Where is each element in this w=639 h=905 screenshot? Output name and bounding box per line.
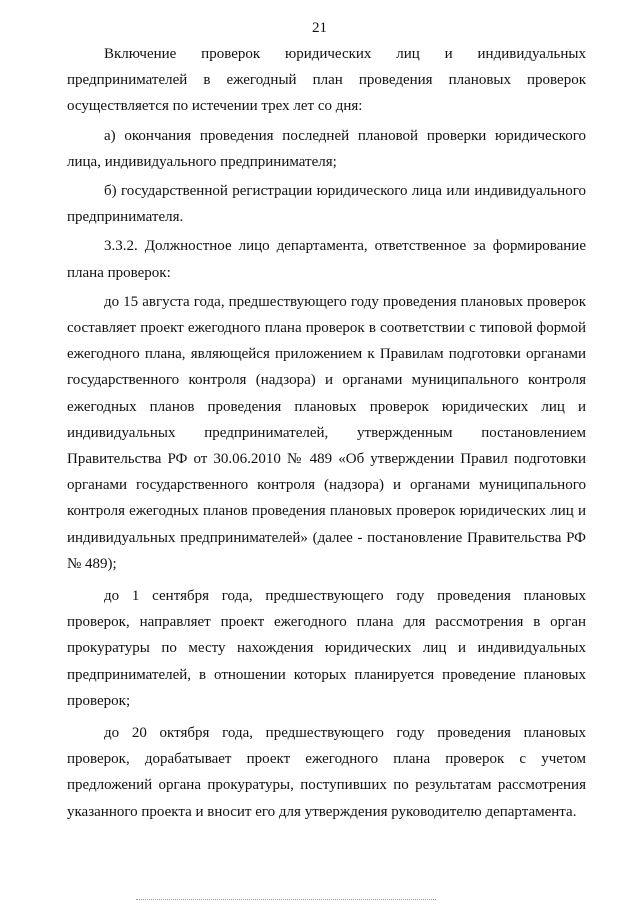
paragraph-section-3-3-2: 3.3.2. Должностное лицо департамента, ответственное за формирование плана проверок: [67,238,586,281]
paragraph-item-a: а) окончания проведения последней плановой проверки юридического лица, индивидуального предпринимателя; [67,127,586,170]
paragraph-august-deadline: до 15 августа года, предшествующего году проведения плановых проверок составляет проект ежегодного плана проверок в соответствии с типовой формой ежегодного плана, являющейся приложением к Правилам подготовки органами государственного контроля (надзора) и органами муниципального контроля ежегодных планов проведения плановых проверок юридических лиц и индивидуальных предпринимателей, утвержденным постановлением Правительства РФ от 30.06.2010 № 489 «Об утверждении Правил подготовки органами государственного контроля (надзора) и органами муниципального контроля ежегодных планов проведения плановых проверок юридических лиц и индивидуальных предпринимателей» (далее - постановление Правительства РФ № 489); [67,293,586,572]
paragraph-item-b: б) государственной регистрации юридического лица или индивидуального предпринимателя. [67,183,586,226]
document-body [67,41,586,831]
page-number: 21 [312,20,327,36]
scan-edge-line [136,899,436,901]
paragraph-inclusion-conditions: Включение проверок юридических лиц и индивидуальных предпринимателей в ежегодный план проведения плановых проверок осуществляется по истечении трех лет со дня: [67,46,586,115]
paragraph-september-deadline: до 1 сентября года, предшествующего году проведения плановых проверок, направляет проект ежегодного плана для рассмотрения в орган прокуратуры по месту нахождения юридических лиц и индивидуальных предпринимателей, в отношении которых планируется проведение плановых проверок; [67,588,586,709]
paragraph-october-deadline: до 20 октября года, предшествующего году проведения плановых проверок, дорабатывает проект ежегодного плана проверок с учетом предложений органа прокуратуры, поступивших по результатам рассмотрения указанного проекта и вносит его для утверждения руководителю департамента. [67,725,586,820]
